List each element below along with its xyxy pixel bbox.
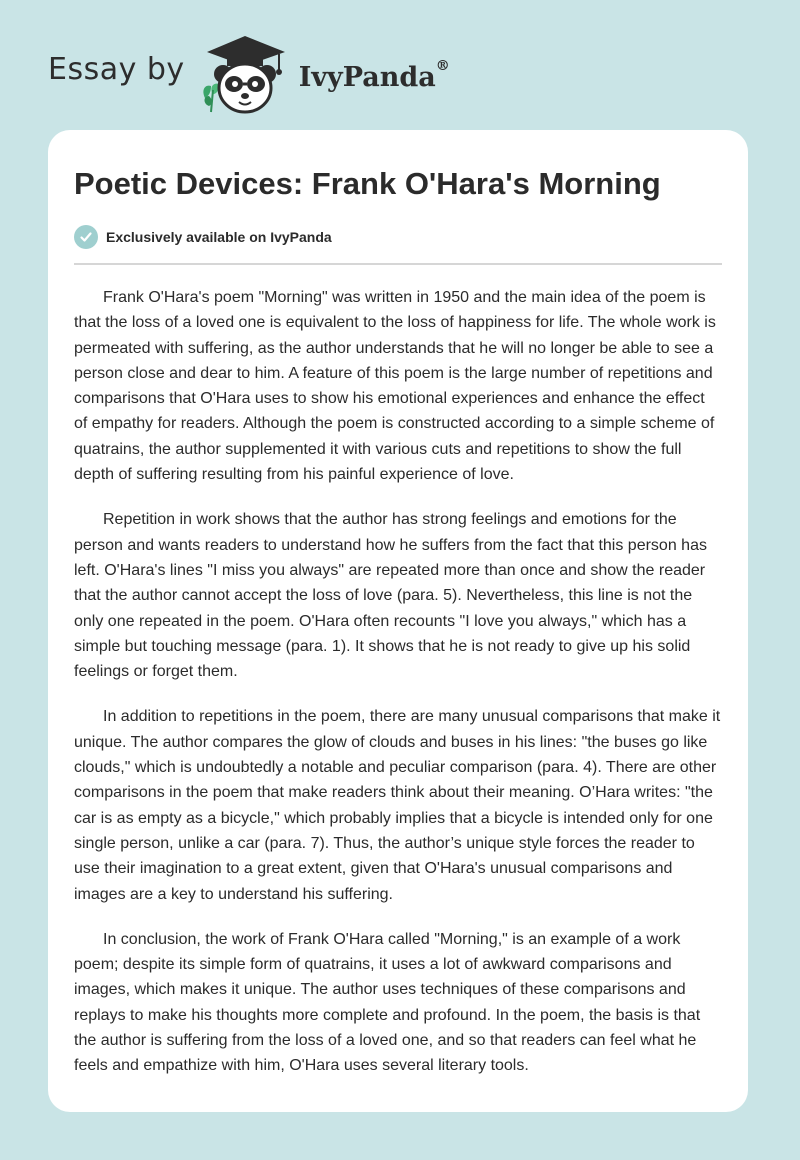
- page-title: Poetic Devices: Frank O'Hara's Morning: [74, 166, 661, 201]
- essay-body: [74, 285, 722, 1079]
- exclusive-label: Exclusively available on IvyPanda: [106, 229, 332, 245]
- essay-card: [48, 130, 748, 1112]
- divider: [74, 263, 722, 265]
- panda-graduate-logo-icon[interactable]: [199, 34, 291, 116]
- site-header: [48, 30, 450, 120]
- exclusive-badge: [74, 225, 722, 249]
- essay-by-label: Essay by: [48, 51, 185, 87]
- brand-name[interactable]: [298, 57, 450, 93]
- check-circle-icon: [74, 225, 98, 249]
- paragraph: In addition to repetitions in the poem, there are many unusual comparisons that make it unique. The author compares the glow of clouds and buses in his lines: "the buses go like clouds," which is undoubtedly a notable and peculiar comparison (para. 4). There are other comparisons in the poem that make readers think about their meaning. O’Hara writes: "the car is as empty as a bicycle," which probably implies that a bicycle is intended only for one single person, unlike a car (para. 7). Thus, the author’s unique style forces the reader to use their imagination to a great extent, given that O'Hara's unusual comparisons and images are a key to understand his suffering.: [74, 708, 721, 903]
- brand-label: IvyPanda: [298, 61, 436, 93]
- trademark-symbol: ®: [435, 57, 450, 74]
- paragraph: Repetition in work shows that the author has strong feelings and emotions for the person and wants readers to understand how he suffers from the fact that this person has left. O'Hara's lines "I miss you always" are repeated more than once and show the reader that the author cannot accept the loss of love (para. 5). Nevertheless, this line is not the only one repeated in the poem. O'Hara often recounts "I love you always," which has a simple but touching message (para. 1). It shows that he is not ready to give up his solid feelings or forget them.: [74, 511, 707, 681]
- paragraph: In conclusion, the work of Frank O'Hara called "Morning," is an example of a work poem; despite its simple form of quatrains, it uses a lot of awkward comparisons and images, which makes it unique. The author uses techniques of these comparisons and replays to make his thoughts more complete and profound. In the poem, the basis is that the author is suffering from the loss of a loved one, and so that readers can feel what he feels and empathize with him, O'Hara uses several literary tools.: [74, 930, 701, 1075]
- paragraph: Frank O'Hara's poem "Morning" was written in 1950 and the main idea of the poem is that the loss of a loved one is equivalent to the loss of happiness for life. The whole work is permeated with suffering, as the author understands that he will no longer be able to see a person close and dear to him. A feature of this poem is the large number of repetitions and comparisons that O'Hara uses to show his emotional experiences and enhance the effect of empathy for readers. Although the poem is constructed according to a simple scheme of quatrains, the author supplemented it with various cuts and repetitions to show the full depth of suffering resulting from his painful experience of love.: [74, 289, 716, 484]
